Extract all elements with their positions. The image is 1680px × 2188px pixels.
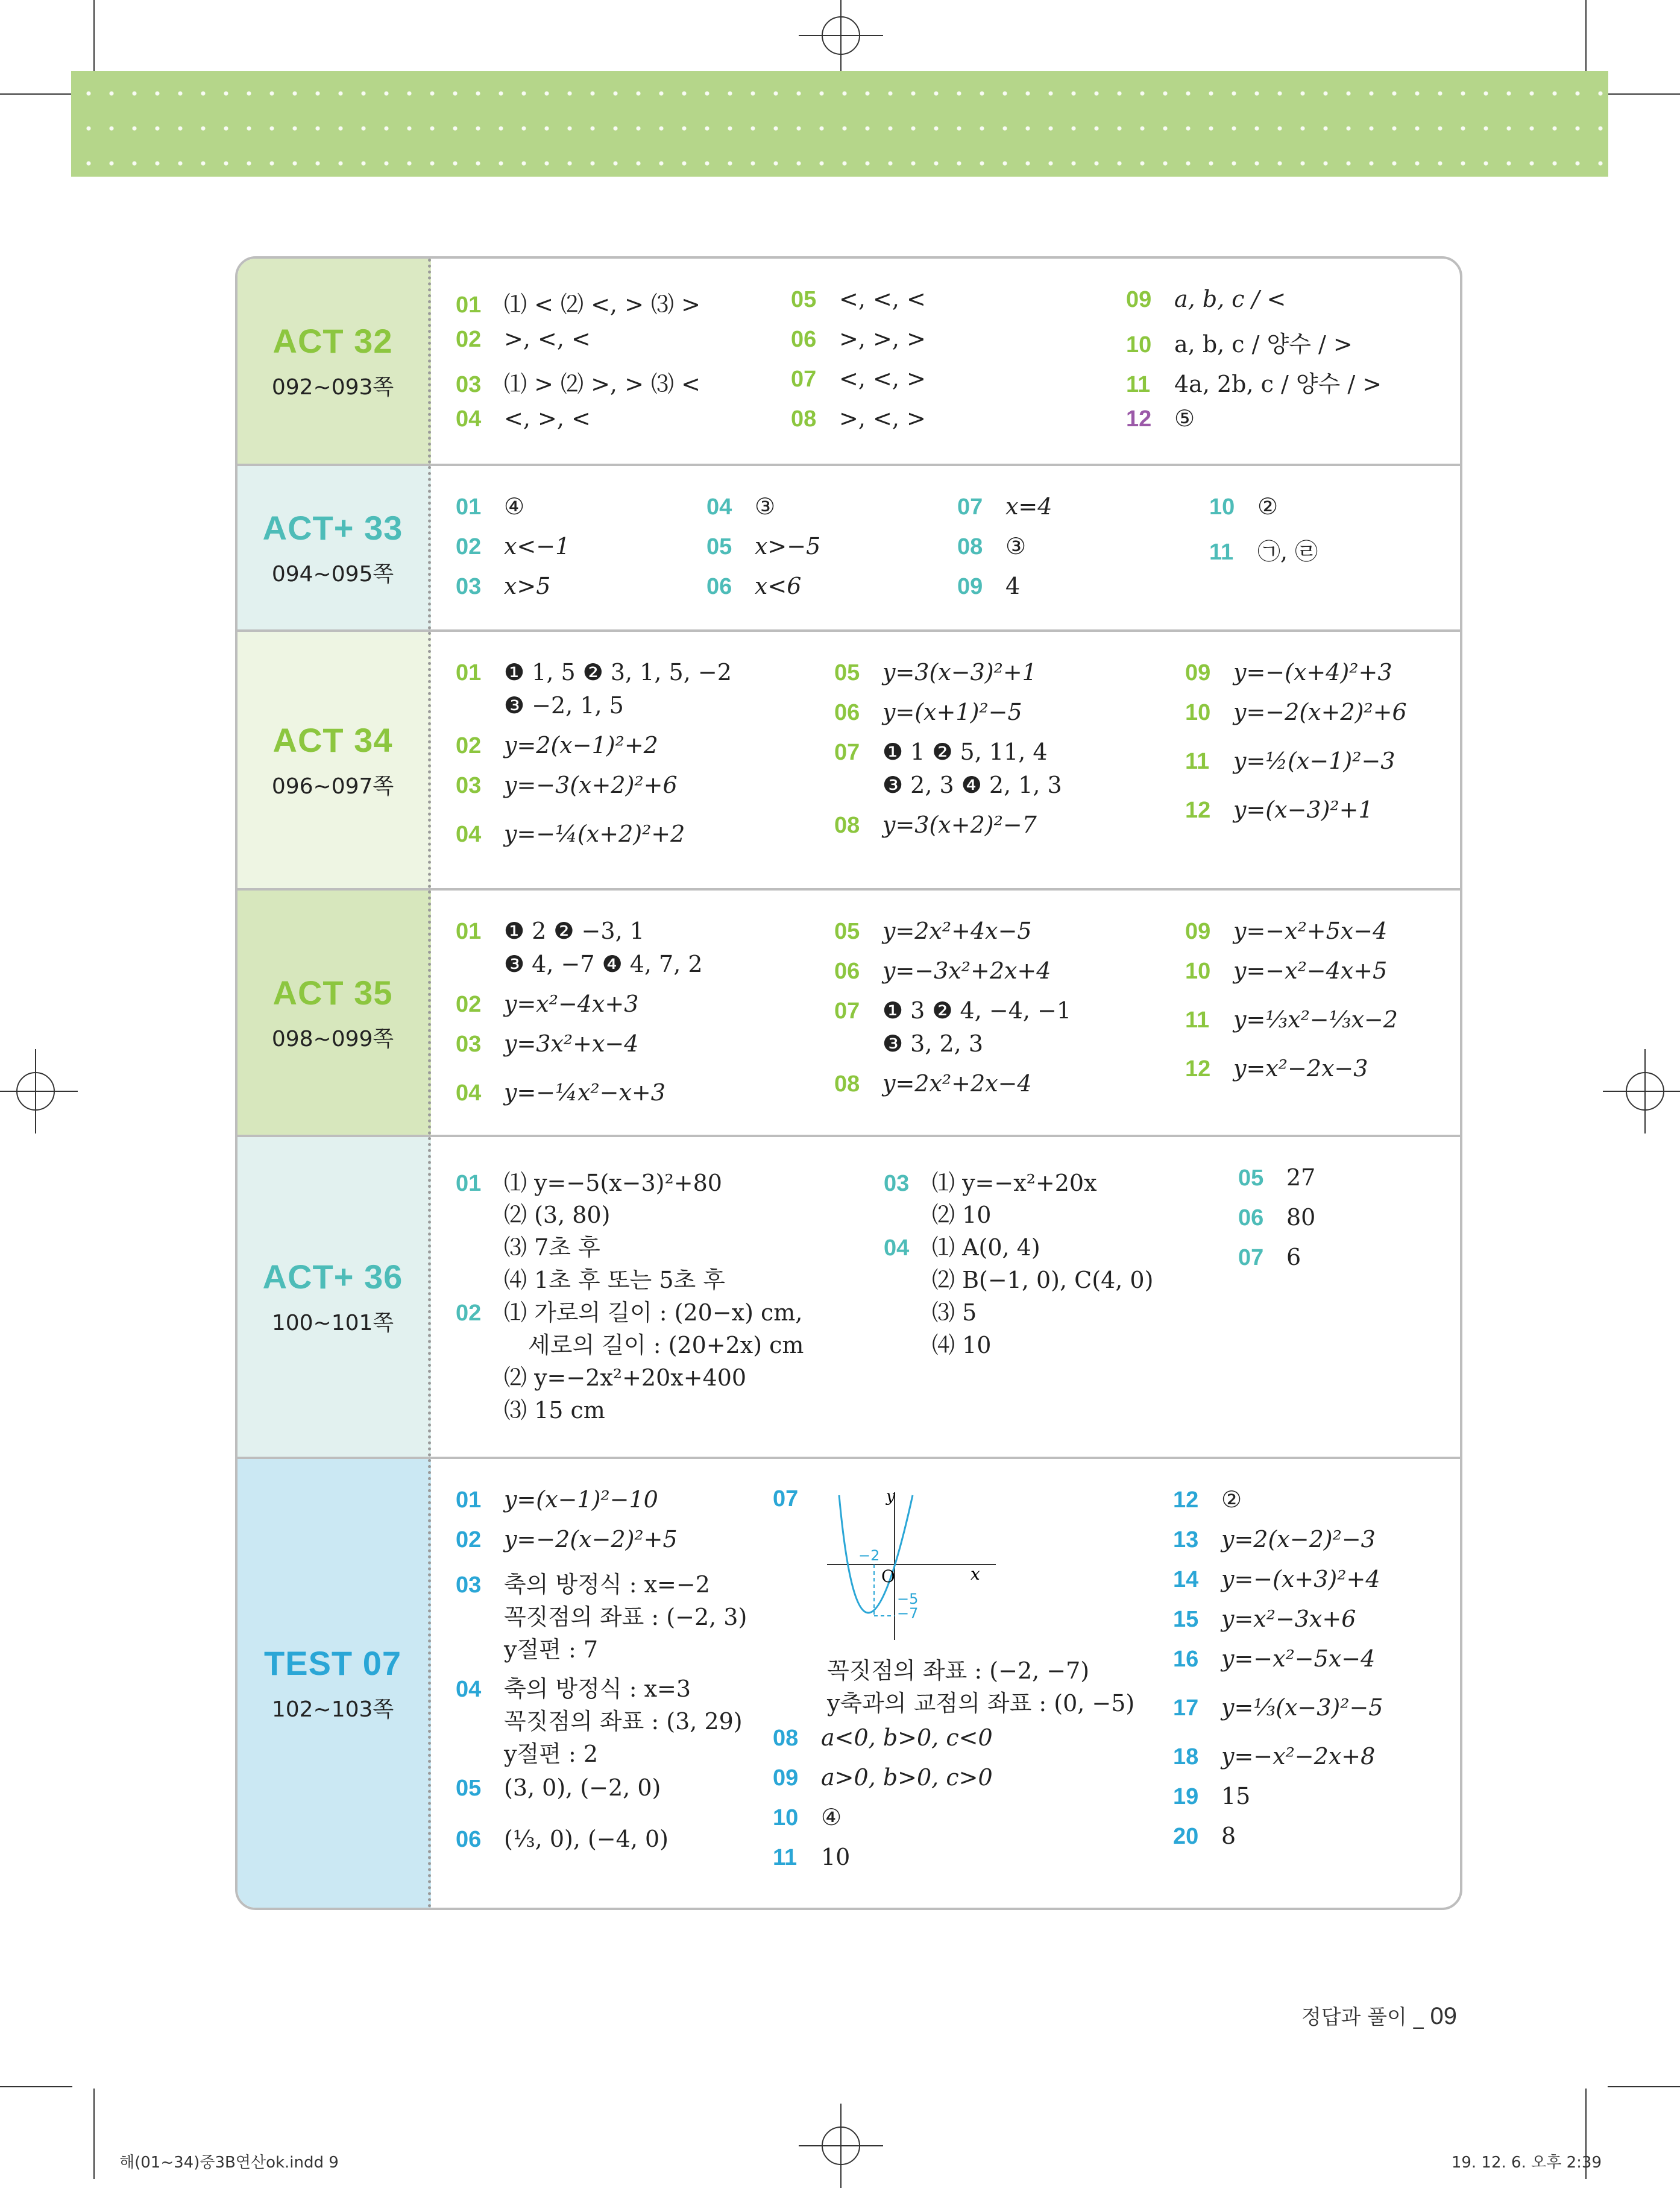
registration-mark bbox=[1626, 1072, 1664, 1111]
answer-text: (3, 0), (−2, 0) bbox=[504, 1774, 661, 1801]
answer-text: x=4 bbox=[1005, 493, 1052, 520]
answer-number: 07 bbox=[834, 998, 860, 1024]
answer-item bbox=[456, 533, 570, 560]
section-act34 bbox=[238, 632, 1460, 891]
answer-text: >, >, > bbox=[839, 326, 926, 352]
answer-number: 03 bbox=[456, 1572, 482, 1598]
answer-text: ❶ 1 ❷ 5, 11, 4 bbox=[882, 739, 1048, 765]
answer-item bbox=[456, 1486, 658, 1513]
answer-text-continued: ❸ 4, −7 ❹ 4, 7, 2 bbox=[504, 951, 703, 977]
answer-number: 05 bbox=[791, 287, 817, 312]
answer-item bbox=[834, 997, 1071, 1024]
answer-text: ⑴ y=−x²+20x bbox=[932, 1170, 1097, 1196]
answer-item bbox=[1238, 1244, 1301, 1271]
answer-number: 06 bbox=[1238, 1205, 1264, 1231]
answer-text: 15 bbox=[1221, 1783, 1251, 1809]
tick-label-x: −2 bbox=[858, 1547, 880, 1564]
answer-number: 12 bbox=[1185, 1056, 1211, 1082]
answer-item bbox=[456, 772, 678, 799]
section-act35 bbox=[238, 891, 1460, 1137]
section-test07 bbox=[238, 1459, 1460, 1908]
section-header bbox=[238, 1459, 431, 1908]
answer-text: y=−3x²+2x+4 bbox=[882, 957, 1051, 984]
answer-item bbox=[1185, 1006, 1398, 1033]
answer-item bbox=[1173, 1823, 1236, 1850]
section-header bbox=[238, 891, 431, 1135]
answer-text: y=−3(x+2)²+6 bbox=[504, 772, 678, 798]
answer-text: a, b, c / 양수 / > bbox=[1174, 331, 1353, 358]
answer-text: ③ bbox=[755, 493, 776, 520]
answer-number: 16 bbox=[1173, 1647, 1199, 1672]
answer-text: ⑴ y=−5(x−3)²+80 bbox=[504, 1170, 722, 1196]
answer-number: 13 bbox=[1173, 1527, 1199, 1553]
answer-text-continued: ❸ −2, 1, 5 bbox=[504, 692, 624, 719]
answer-text: ❶ 3 ❷ 4, −4, −1 bbox=[882, 997, 1072, 1024]
answer-item bbox=[1185, 748, 1395, 775]
section-header bbox=[238, 466, 431, 629]
answer-number: 05 bbox=[456, 1776, 482, 1801]
answer-text: y=−2(x+2)²+6 bbox=[1233, 699, 1407, 725]
answer-text: ④ bbox=[504, 493, 525, 520]
answer-text: x>−5 bbox=[755, 533, 821, 560]
section-header bbox=[238, 632, 431, 888]
answer-text: y=−2(x−2)²+5 bbox=[504, 1526, 678, 1553]
answer-item bbox=[706, 493, 775, 520]
answer-number: 04 bbox=[456, 406, 482, 432]
answer-text: y=−x²+5x−4 bbox=[1233, 918, 1388, 944]
answer-item bbox=[834, 659, 1037, 686]
answer-number: 08 bbox=[791, 406, 817, 432]
answer-text: y=x²−2x−3 bbox=[1233, 1055, 1368, 1082]
answer-item bbox=[456, 1566, 710, 1599]
answer-item bbox=[456, 918, 644, 945]
answer-item bbox=[1209, 533, 1318, 566]
answer-number: 12 bbox=[1185, 798, 1211, 823]
page-number: 09 bbox=[1430, 2003, 1457, 2029]
answer-item bbox=[1185, 918, 1387, 945]
answer-text: ④ bbox=[821, 1804, 842, 1830]
answer-number: 18 bbox=[1173, 1744, 1199, 1770]
answer-number: 07 bbox=[791, 367, 817, 392]
answer-text: ⑴ < ⑵ <, > ⑶ > bbox=[504, 291, 700, 318]
answer-item bbox=[706, 573, 801, 600]
answer-text: 8 bbox=[1221, 1823, 1236, 1849]
answer-text: y=−(x+4)²+3 bbox=[1233, 659, 1392, 686]
parabola-graph bbox=[821, 1489, 1002, 1646]
answer-number: 04 bbox=[456, 822, 482, 847]
answer-number: 09 bbox=[1185, 660, 1211, 686]
answer-number: 05 bbox=[706, 534, 732, 560]
answer-number: 10 bbox=[773, 1805, 799, 1830]
answer-text: ㉠, ㉣ bbox=[1257, 538, 1318, 565]
answer-text: 6 bbox=[1286, 1244, 1301, 1270]
section-title: TEST 07 bbox=[264, 1644, 401, 1682]
answer-item bbox=[456, 1774, 661, 1802]
answer-item bbox=[773, 1486, 821, 1512]
answer-text: y=−¼(x+2)²+2 bbox=[504, 821, 685, 847]
answer-item bbox=[884, 1229, 1040, 1262]
answer-number: 03 bbox=[456, 372, 482, 397]
answer-text: a, b, c / < bbox=[1174, 286, 1286, 312]
answer-text: y=⅓(x−3)²−5 bbox=[1221, 1694, 1383, 1721]
answer-number: 01 bbox=[456, 1171, 482, 1196]
header-banner bbox=[71, 71, 1608, 177]
section-act36 bbox=[238, 1137, 1460, 1459]
answer-text: y=−x²−2x+8 bbox=[1221, 1743, 1376, 1770]
answer-number: 11 bbox=[1185, 749, 1210, 774]
answer-text: 축의 방정식 : x=−2 bbox=[504, 1571, 710, 1598]
answer-text-continued: ⑷ 10 bbox=[932, 1332, 992, 1358]
answer-text: y=(x−3)²+1 bbox=[1233, 796, 1373, 823]
answer-item bbox=[456, 573, 550, 600]
answer-text-continued: 꼭짓점의 좌표 : (3, 29) bbox=[504, 1708, 743, 1735]
answer-number: 03 bbox=[456, 574, 482, 599]
answer-text: y=−(x+3)²+4 bbox=[1221, 1566, 1380, 1592]
answer-item bbox=[834, 739, 1048, 766]
answer-item bbox=[456, 365, 700, 399]
answer-text: y=2(x−2)²−3 bbox=[1221, 1526, 1376, 1553]
section-act33 bbox=[238, 466, 1460, 632]
section-pages: 094~095쪽 bbox=[271, 561, 394, 587]
answer-number: 06 bbox=[834, 959, 860, 984]
answer-number: 10 bbox=[1185, 700, 1211, 725]
answer-number: 03 bbox=[884, 1171, 910, 1196]
answer-number: 19 bbox=[1173, 1784, 1199, 1809]
answer-number: 11 bbox=[1126, 372, 1151, 397]
answer-item bbox=[1126, 286, 1286, 313]
page-footer-label bbox=[1301, 2000, 1457, 2030]
answer-item bbox=[1185, 957, 1387, 985]
registration-mark bbox=[822, 16, 860, 55]
answer-number: 05 bbox=[834, 919, 860, 944]
answer-text: ② bbox=[1221, 1486, 1242, 1513]
answer-number: 01 bbox=[456, 1487, 482, 1513]
answer-text: ⑴ > ⑵ >, > ⑶ < bbox=[504, 371, 700, 397]
answer-item bbox=[834, 918, 1032, 945]
answer-item bbox=[773, 1764, 993, 1791]
section-title: ACT 35 bbox=[272, 973, 393, 1012]
answer-number: 11 bbox=[1185, 1007, 1210, 1033]
answer-text: y=3(x+2)²−7 bbox=[882, 812, 1037, 838]
answer-text: 4a, 2b, c / 양수 / > bbox=[1174, 371, 1382, 397]
answer-number: 02 bbox=[456, 1301, 482, 1326]
answer-text-continued: ⑶ 7초 후 bbox=[504, 1234, 600, 1261]
answer-text-continued: y절편 : 2 bbox=[504, 1741, 599, 1767]
answer-item bbox=[957, 573, 1020, 600]
answer-number: 01 bbox=[456, 494, 482, 520]
answer-item bbox=[706, 533, 820, 560]
answer-text: ② bbox=[1257, 493, 1279, 520]
answer-text-continued: 꼭짓점의 좌표 : (−2, 3) bbox=[504, 1604, 747, 1630]
answer-item bbox=[1173, 1645, 1375, 1673]
answer-item bbox=[957, 533, 1026, 560]
answer-text: y=−x²−4x+5 bbox=[1233, 957, 1388, 984]
answer-number: 09 bbox=[773, 1765, 799, 1791]
answer-number: 15 bbox=[1173, 1607, 1199, 1632]
answer-number: 17 bbox=[1173, 1695, 1199, 1721]
answer-item bbox=[456, 1526, 678, 1553]
answer-number: 05 bbox=[834, 660, 860, 686]
answer-item bbox=[456, 821, 685, 848]
answer-number: 02 bbox=[456, 534, 482, 560]
answer-number: 06 bbox=[791, 327, 817, 352]
answer-item bbox=[834, 1070, 1032, 1097]
answer-text: 27 bbox=[1286, 1164, 1316, 1191]
answer-text: ⑤ bbox=[1174, 405, 1195, 432]
answer-text-continued: ⑵ (3, 80) bbox=[504, 1202, 611, 1228]
answer-text: 축의 방정식 : x=3 bbox=[504, 1676, 691, 1702]
section-title: ACT+ 36 bbox=[262, 1258, 403, 1296]
answer-number: 01 bbox=[456, 292, 482, 318]
answer-text-continued: ⑶ 5 bbox=[932, 1299, 977, 1326]
answer-item bbox=[1185, 796, 1373, 824]
answer-item bbox=[791, 286, 926, 313]
answer-item bbox=[773, 1844, 850, 1871]
answer-number: 10 bbox=[1209, 494, 1235, 520]
answer-item bbox=[1173, 1783, 1250, 1810]
answer-number: 12 bbox=[1173, 1487, 1199, 1513]
answer-item bbox=[1185, 659, 1392, 686]
y-axis-label: y bbox=[886, 1489, 895, 1505]
answer-item bbox=[456, 1294, 802, 1327]
answer-number: 07 bbox=[834, 740, 860, 765]
answer-number: 04 bbox=[706, 494, 732, 520]
crop-mark bbox=[1608, 2086, 1680, 2087]
answer-item bbox=[456, 405, 591, 432]
crop-mark bbox=[93, 2089, 95, 2179]
file-name: 해(01~34)중3B연산ok.indd 9 bbox=[119, 2154, 339, 2172]
answer-item bbox=[791, 326, 926, 353]
answer-number: 06 bbox=[456, 1827, 482, 1852]
answer-text-continued: ❸ 2, 3 ❹ 2, 1, 3 bbox=[882, 772, 1062, 798]
answer-text: <, <, < bbox=[839, 286, 926, 312]
answer-text: ❶ 2 ❷ −3, 1 bbox=[504, 918, 644, 944]
answer-item bbox=[1238, 1204, 1315, 1231]
answer-text: (⅓, 0), (−4, 0) bbox=[504, 1826, 669, 1852]
answer-number: 04 bbox=[456, 1080, 482, 1106]
answer-text: 4 bbox=[1005, 573, 1021, 599]
answer-text: <, <, > bbox=[839, 365, 926, 392]
answer-text: ⑴ 가로의 길이 : (20−x) cm, bbox=[504, 1299, 803, 1326]
answer-number: 06 bbox=[834, 700, 860, 725]
answer-text: x>5 bbox=[504, 573, 551, 599]
answer-text: 80 bbox=[1286, 1204, 1316, 1231]
answer-number: 09 bbox=[957, 574, 983, 599]
answer-text: y=3(x−3)²+1 bbox=[882, 659, 1037, 686]
answer-text: a<0, b>0, c<0 bbox=[821, 1724, 993, 1751]
answer-text-continued: ⑷ 1초 후 또는 5초 후 bbox=[504, 1267, 725, 1293]
section-title: ACT 32 bbox=[272, 322, 393, 360]
section-title: ACT+ 33 bbox=[262, 508, 403, 547]
answer-text: >, <, < bbox=[504, 326, 591, 352]
answer-item bbox=[1173, 1606, 1356, 1633]
answer-number: 04 bbox=[884, 1235, 910, 1261]
answer-item bbox=[1173, 1486, 1242, 1513]
answer-number: 04 bbox=[456, 1677, 482, 1702]
answer-number: 10 bbox=[1185, 959, 1211, 984]
section-pages: 102~103쪽 bbox=[271, 1697, 394, 1722]
answer-text: y=(x−1)²−10 bbox=[504, 1486, 658, 1513]
section-pages: 096~097쪽 bbox=[271, 774, 394, 799]
answer-table bbox=[235, 256, 1462, 1910]
answer-number: 02 bbox=[456, 733, 482, 758]
answer-text: 10 bbox=[821, 1844, 851, 1870]
answer-text: >, <, > bbox=[839, 405, 926, 432]
answer-number: 11 bbox=[773, 1845, 798, 1870]
answer-item bbox=[791, 405, 926, 432]
answer-item bbox=[456, 1670, 691, 1703]
answer-number: 01 bbox=[456, 919, 482, 944]
answer-number: 12 bbox=[1126, 406, 1152, 432]
answer-item bbox=[884, 1164, 1097, 1197]
answer-number: 02 bbox=[456, 327, 482, 352]
answer-number: 01 bbox=[456, 660, 482, 686]
answer-item bbox=[1126, 326, 1353, 359]
answer-item bbox=[773, 1804, 842, 1831]
answer-item bbox=[1173, 1694, 1383, 1721]
answer-item bbox=[1173, 1743, 1375, 1770]
answer-number: 07 bbox=[957, 494, 983, 520]
answer-text-continued: y절편 : 7 bbox=[504, 1636, 599, 1663]
answer-number: 05 bbox=[1238, 1165, 1264, 1191]
answer-number: 20 bbox=[1173, 1824, 1199, 1849]
answer-text: y=⅓x²−⅓x−2 bbox=[1233, 1006, 1398, 1033]
answer-item bbox=[1238, 1164, 1315, 1191]
answer-number: 10 bbox=[1126, 332, 1152, 358]
answer-number: 09 bbox=[1126, 287, 1152, 312]
answer-item bbox=[456, 493, 524, 520]
answer-text: a>0, b>0, c>0 bbox=[821, 1764, 993, 1791]
answer-item bbox=[456, 991, 638, 1018]
answer-text-continued: y축과의 교점의 좌표 : (0, −5) bbox=[827, 1690, 1135, 1717]
answer-number: 03 bbox=[456, 1032, 482, 1057]
answer-text: y=½(x−1)²−3 bbox=[1233, 748, 1395, 774]
answer-text: y=2x²+4x−5 bbox=[882, 918, 1032, 944]
answer-number: 03 bbox=[456, 773, 482, 798]
answer-text-continued: ❸ 3, 2, 3 bbox=[882, 1030, 983, 1057]
answer-number: 11 bbox=[1209, 540, 1234, 565]
answer-text-continued: ⑵ y=−2x²+20x+400 bbox=[504, 1364, 747, 1391]
answer-number: 08 bbox=[773, 1726, 799, 1751]
answer-item bbox=[456, 1826, 669, 1853]
registration-mark bbox=[822, 2127, 860, 2165]
answer-number: 14 bbox=[1173, 1567, 1199, 1592]
answer-text-continued: ⑶ 15 cm bbox=[504, 1397, 605, 1423]
answer-item bbox=[456, 1079, 665, 1106]
answer-number: 02 bbox=[456, 992, 482, 1017]
section-title: ACT 34 bbox=[272, 720, 393, 759]
answer-number: 08 bbox=[834, 1071, 860, 1097]
answer-number: 09 bbox=[1185, 919, 1211, 944]
answer-text: ③ bbox=[1005, 533, 1027, 560]
answer-item bbox=[1185, 1055, 1368, 1082]
answer-number: 08 bbox=[834, 813, 860, 838]
answer-item bbox=[456, 1164, 722, 1197]
section-pages: 100~101쪽 bbox=[271, 1311, 394, 1335]
answer-number: 08 bbox=[957, 534, 983, 560]
answer-text: y=2(x−1)²+2 bbox=[504, 732, 658, 758]
answer-item bbox=[834, 957, 1051, 985]
answer-item bbox=[456, 1030, 638, 1058]
answer-text: <, >, < bbox=[504, 405, 591, 432]
answer-item bbox=[456, 732, 658, 759]
answer-text: ❶ 1, 5 ❷ 3, 1, 5, −2 bbox=[504, 659, 732, 686]
answer-text: x<−1 bbox=[504, 533, 570, 560]
answer-item bbox=[1126, 365, 1382, 399]
page-label-text: 정답과 풀이 _ bbox=[1301, 2005, 1424, 2029]
answer-item bbox=[456, 659, 732, 686]
answer-item bbox=[957, 493, 1052, 520]
answer-text: y=2x²+2x−4 bbox=[882, 1070, 1032, 1097]
answer-item bbox=[1209, 493, 1278, 520]
answer-item bbox=[456, 326, 591, 353]
answer-item bbox=[834, 699, 1022, 726]
answer-text: y=−x²−5x−4 bbox=[1221, 1645, 1376, 1672]
section-header bbox=[238, 1137, 431, 1457]
answer-text-continued: ⑵ 10 bbox=[932, 1202, 992, 1228]
registration-mark bbox=[16, 1072, 55, 1111]
answer-text: y=3x²+x−4 bbox=[504, 1030, 639, 1057]
answer-item bbox=[1126, 405, 1195, 432]
answer-number: 07 bbox=[1238, 1245, 1264, 1270]
answer-text: x<6 bbox=[755, 573, 802, 599]
answer-item bbox=[1173, 1526, 1376, 1553]
answer-item bbox=[791, 365, 926, 393]
origin-label: O bbox=[881, 1566, 895, 1586]
tick-label-y1: −5 bbox=[897, 1591, 919, 1607]
answer-number: 02 bbox=[456, 1527, 482, 1553]
answer-text: y=−¼x²−x+3 bbox=[504, 1079, 665, 1106]
answer-text: y=(x+1)²−5 bbox=[882, 699, 1022, 725]
answer-text: y=x²−3x+6 bbox=[1221, 1606, 1356, 1632]
section-act32 bbox=[238, 259, 1460, 466]
answer-item bbox=[834, 812, 1037, 839]
section-header bbox=[238, 259, 431, 464]
answer-text: ⑴ A(0, 4) bbox=[932, 1234, 1040, 1261]
answer-item bbox=[773, 1724, 993, 1751]
answer-text-continued: 세로의 길이 : (20+2x) cm bbox=[528, 1332, 804, 1358]
answer-number: 07 bbox=[773, 1486, 799, 1512]
answer-number: 06 bbox=[706, 574, 732, 599]
answer-text: y=x²−4x+3 bbox=[504, 991, 639, 1017]
section-pages: 098~099쪽 bbox=[271, 1026, 394, 1051]
section-pages: 092~093쪽 bbox=[271, 375, 394, 400]
crop-mark bbox=[0, 2086, 72, 2087]
print-timestamp: 19. 12. 6. 오후 2:39 bbox=[1451, 2154, 1602, 2172]
answer-item bbox=[456, 286, 700, 319]
answer-item bbox=[1185, 699, 1407, 726]
x-axis-label: x bbox=[971, 1564, 980, 1584]
answer-item bbox=[1173, 1566, 1380, 1593]
tick-label-y2: −7 bbox=[897, 1605, 919, 1622]
answer-text-continued: 꼭짓점의 좌표 : (−2, −7) bbox=[827, 1657, 1090, 1684]
answer-text-continued: ⑵ B(−1, 0), C(4, 0) bbox=[932, 1267, 1154, 1293]
